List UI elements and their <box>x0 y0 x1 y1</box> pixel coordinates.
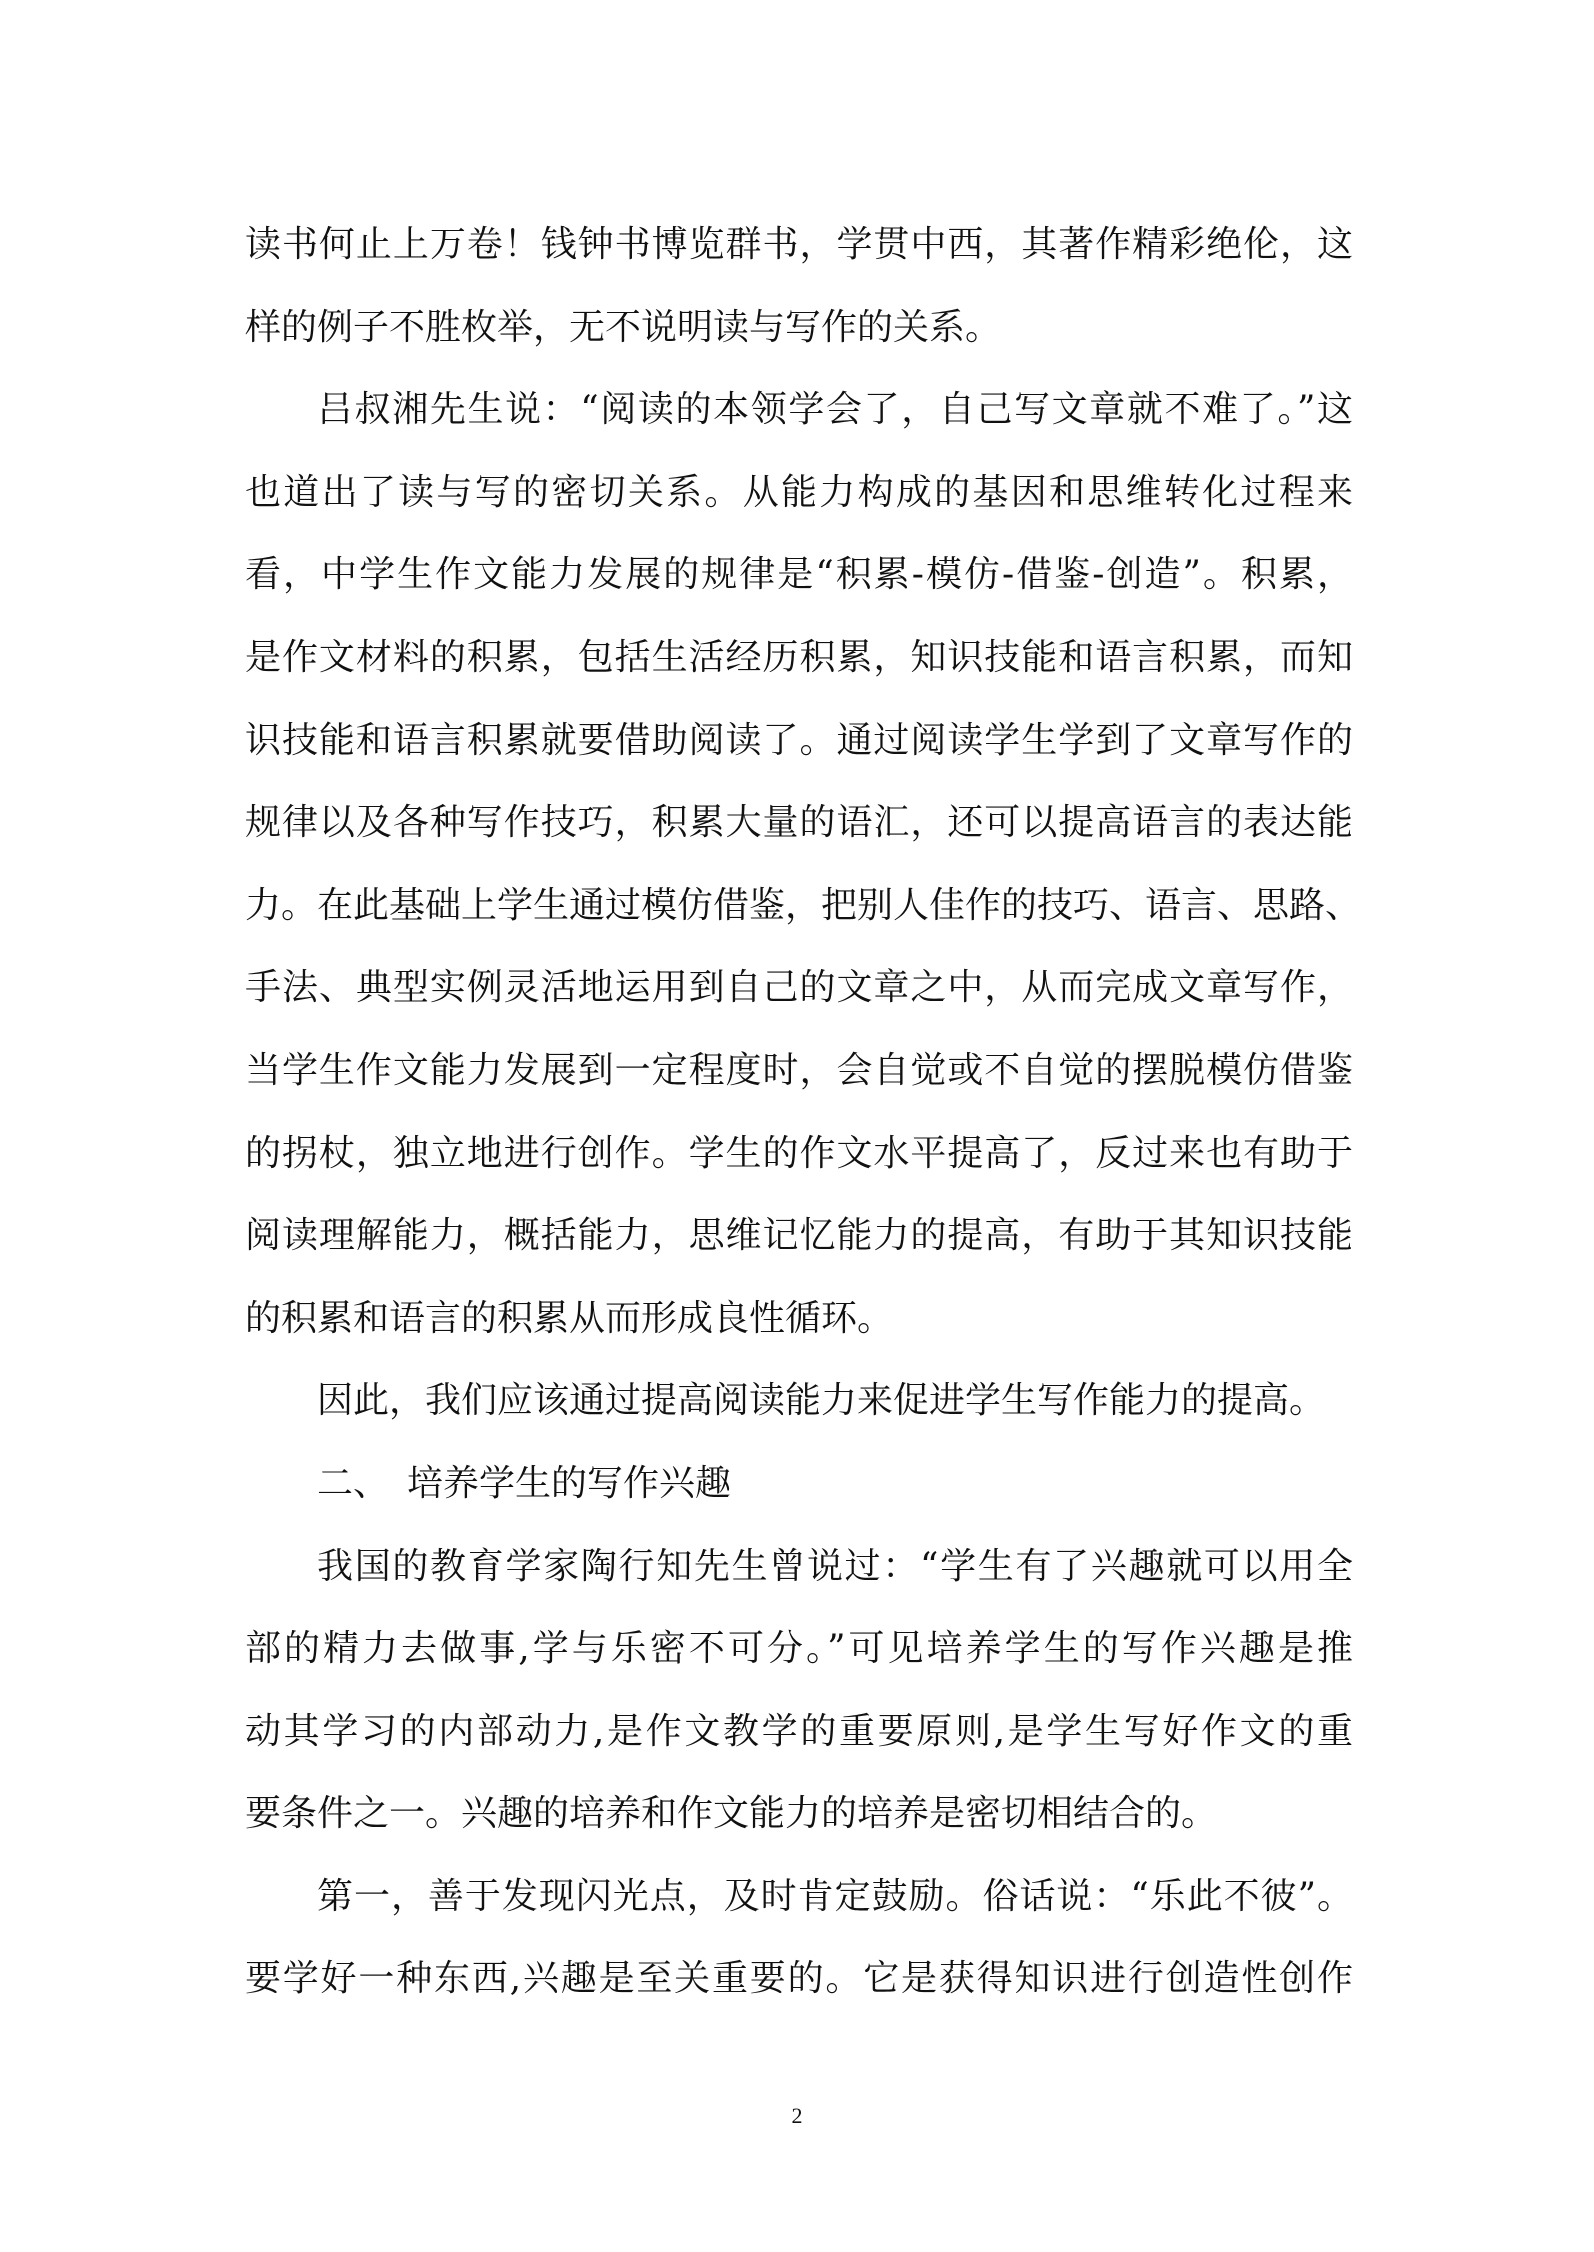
section-heading <box>245 1443 1353 1526</box>
text-line: 力。在此基础上学生通过模仿借鉴，把别人佳作的技巧、语言、思路、 <box>245 884 1362 926</box>
text-line: 的积累和语言的积累从而形成良性循环。 <box>245 1297 894 1339</box>
text-line: 读书何止上万卷！钱钟书博览群书，学贯中西，其著作精彩绝伦，这 <box>245 224 1353 265</box>
body-text <box>245 204 1362 2021</box>
paragraph-2 <box>245 369 1362 1360</box>
section-number: 二、 <box>317 1462 390 1504</box>
text-line: 要条件之一。兴趣的培养和作文能力的培养是密切相结合的。 <box>245 1793 1218 1835</box>
paragraph-1 <box>245 204 1353 369</box>
paragraph-3 <box>245 1360 1353 1443</box>
text-line: 吕叔湘先生说：“阅读的本领学会了，自己写文章就不难了。”这 <box>317 389 1353 431</box>
text-line: 手法、典型实例灵活地运用到自己的文章之中，从而完成文章写作， <box>245 967 1353 1009</box>
text-line: 也道出了读与写的密切关系。从能力构成的基因和思维转化过程来 <box>245 471 1353 513</box>
text-line: 规律以及各种写作技巧，积累大量的语汇，还可以提高语言的表达能 <box>245 802 1353 844</box>
text-line: 我国的教育学家陶行知先生曾说过：“学生有了兴趣就可以用全 <box>317 1545 1353 1587</box>
section-title: 培养学生的写作兴趣 <box>407 1462 732 1504</box>
paragraph-4 <box>245 1526 1353 1856</box>
paragraph-5 <box>245 1856 1353 2021</box>
text-line: 是作文材料的积累，包括生活经历积累，知识技能和语言积累，而知 <box>245 636 1353 678</box>
text-line: 的拐杖，独立地进行创作。学生的作文水平提高了，反过来也有助于 <box>245 1132 1353 1174</box>
text-line: 要学好一种东西,兴趣是至关重要的。它是获得知识进行创造性创作 <box>245 1958 1353 2000</box>
text-line: 第一，善于发现闪光点，及时肯定鼓励。俗话说：“乐此不彼”。 <box>317 1875 1353 1917</box>
text-line: 样的例子不胜枚举，无不说明读与写作的关系。 <box>245 306 1002 348</box>
text-line: 因此，我们应该通过提高阅读能力来促进学生写作能力的提高。 <box>317 1380 1326 1422</box>
text-line: 看，中学生作文能力发展的规律是“积累-模仿-借鉴-创造”。积累， <box>245 554 1353 596</box>
text-line: 当学生作文能力发展到一定程度时，会自觉或不自觉的摆脱模仿借鉴 <box>245 1049 1353 1091</box>
text-line: 部的精力去做事,学与乐密不可分。”可见培养学生的写作兴趣是推 <box>245 1628 1353 1670</box>
text-line: 识技能和语言积累就要借助阅读了。通过阅读学生学到了文章写作的 <box>245 719 1353 761</box>
text-line: 阅读理解能力，概括能力，思维记忆能力的提高，有助于其知识技能 <box>245 1215 1353 1257</box>
page-number: 2 <box>791 2103 803 2128</box>
text-line: 动其学习的内部动力,是作文教学的重要原则,是学生写好作文的重 <box>245 1710 1353 1752</box>
